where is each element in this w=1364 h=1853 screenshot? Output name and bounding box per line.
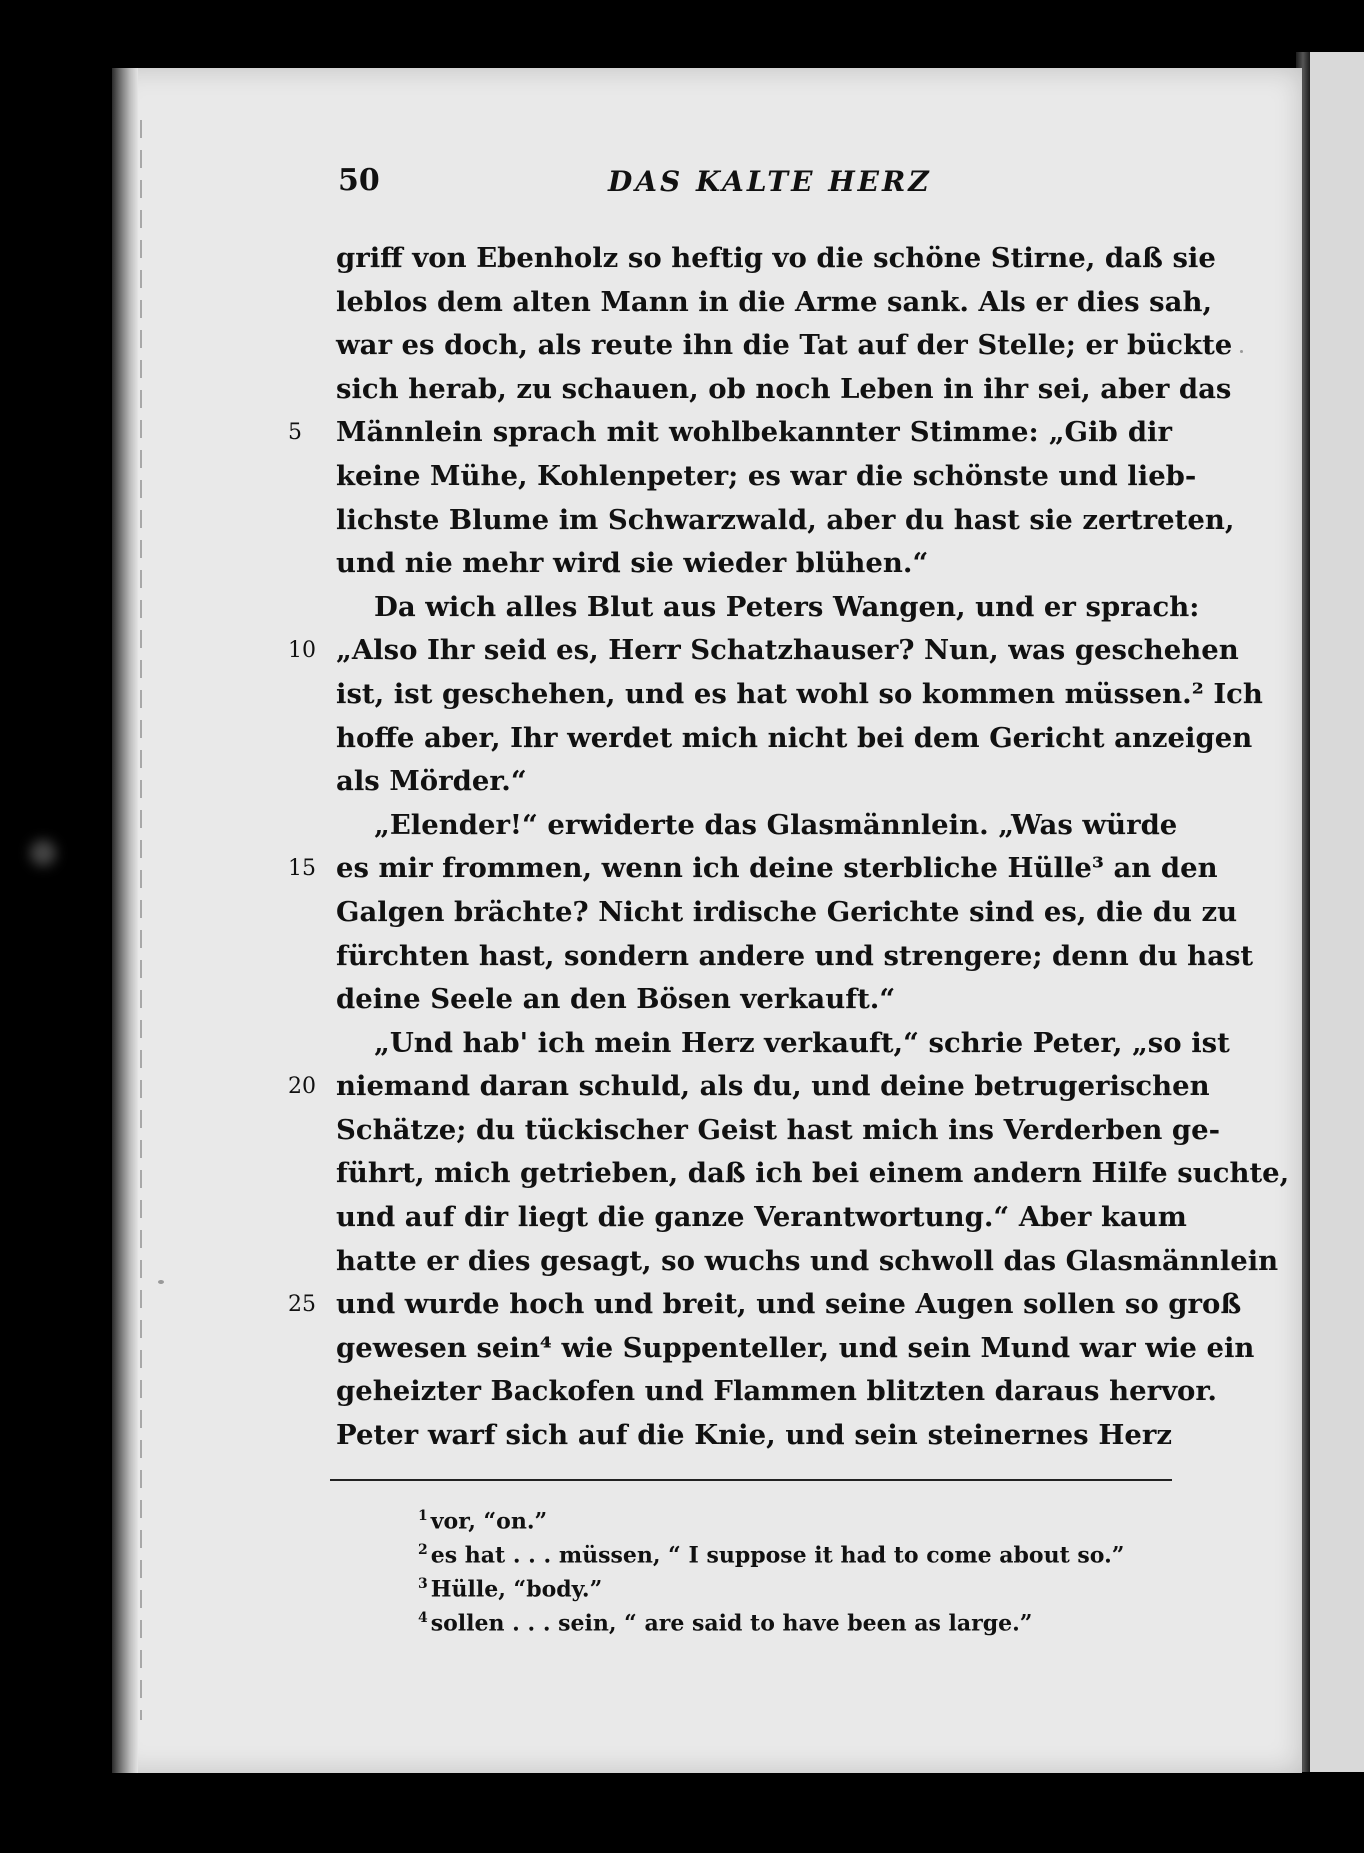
line-text: „Also Ihr seid es, Herr Schatzhauser? Nun, was geschehen <box>336 634 1239 667</box>
text-line <box>336 237 1216 281</box>
text-line <box>336 1152 1290 1196</box>
text-line <box>336 1022 1230 1066</box>
text-line <box>336 935 1254 979</box>
text-line <box>336 760 1172 804</box>
text-line <box>336 586 1200 630</box>
page-binding-shadow <box>112 68 138 1773</box>
footnote-mark: 3 <box>418 1576 428 1592</box>
scan-speck <box>30 840 56 866</box>
scan-speck <box>1240 350 1243 353</box>
footnote-text: vor, “on.” <box>430 1508 548 1535</box>
text-line <box>336 281 1213 325</box>
facing-page-edge <box>1308 52 1364 1772</box>
text-line <box>336 324 1233 368</box>
line-text: es mir frommen, wenn ich deine sterbliche Hülle³ an den <box>336 852 1218 885</box>
text-line <box>336 1109 1221 1153</box>
line-text: „Elender!“ erwiderte das Glasmännlein. „Was würde <box>374 808 1178 841</box>
line-text: als Mörder.“ <box>336 765 527 798</box>
line-text: niemand daran schuld, als du, und deine betrugerischen <box>336 1070 1210 1103</box>
line-text: „Und hab' ich mein Herz verkauft,“ schrie Peter, „so ist <box>374 1026 1230 1059</box>
text-line <box>336 1414 1172 1458</box>
line-text: lichste Blume im Schwarzwald, aber du hast sie zertreten, <box>336 503 1235 536</box>
line-text: führt, mich getrieben, daß ich bei einem andern Hilfe suchte, <box>336 1157 1290 1190</box>
text-line <box>288 411 1172 455</box>
text-line <box>336 542 1172 586</box>
text-line <box>288 847 1218 891</box>
footnote-rule <box>330 1479 1172 1481</box>
line-text: deine Seele an den Bösen verkauft.“ <box>336 983 896 1016</box>
line-text: Peter warf sich auf die Knie, und sein steinernes Herz <box>336 1419 1172 1452</box>
text-line <box>336 1240 1279 1284</box>
line-text: fürchten hast, sondern andere und strengere; denn du hast <box>336 939 1254 972</box>
line-text: Da wich alles Blut aus Peters Wangen, und er sprach: <box>374 590 1200 623</box>
line-text: ist, ist geschehen, und es hat wohl so kommen müssen.² Ich <box>336 677 1263 710</box>
footnote-text: sollen . . . sein, “ are said to have been as large.” <box>430 1610 1033 1637</box>
text-line <box>336 804 1178 848</box>
text-line <box>336 1370 1217 1414</box>
footnote <box>418 1601 1178 1635</box>
line-text: Schätze; du tückischer Geist hast mich ins Verderben ge- <box>336 1113 1221 1146</box>
footnote <box>418 1533 1178 1567</box>
line-number: 15 <box>288 856 316 882</box>
footnotes <box>418 1499 1178 1635</box>
text-line <box>336 1327 1255 1371</box>
line-text: hatte er dies gesagt, so wuchs und schwoll das Glasmännlein <box>336 1244 1279 1277</box>
text-line <box>336 1196 1187 1240</box>
line-text: Galgen brächte? Nicht irdische Gerichte sind es, die du zu <box>336 895 1238 928</box>
line-text: leblos dem alten Mann in die Arme sank. Als er dies sah, <box>336 285 1213 318</box>
footnote-text: es hat . . . müssen, “ I suppose it had to come about so.” <box>430 1542 1125 1569</box>
text-line <box>336 978 1172 1022</box>
text-line <box>336 455 1197 499</box>
line-text: sich herab, zu schauen, ob noch Leben in ihr sei, aber das <box>336 372 1232 405</box>
line-text: geheizter Backofen und Flammen blitzten daraus hervor. <box>336 1375 1217 1408</box>
text-line <box>336 499 1235 543</box>
footnote-text: Hülle, “body.” <box>430 1576 603 1603</box>
footnote-mark: 4 <box>418 1610 428 1626</box>
line-text: griff von Ebenholz so heftig vo die schöne Stirne, daß sie <box>336 242 1216 274</box>
footnote-mark: 1 <box>418 1508 428 1524</box>
text-line <box>288 629 1239 673</box>
text-line <box>336 673 1263 717</box>
footnote-mark: 2 <box>418 1542 428 1558</box>
line-text: war es doch, als reute ihn die Tat auf der Stelle; er bückte <box>336 329 1233 362</box>
line-number: 25 <box>288 1292 316 1318</box>
body-text <box>288 237 1290 1458</box>
line-text: keine Mühe, Kohlenpeter; es war die schönste und lieb- <box>336 459 1197 492</box>
line-text: gewesen sein⁴ wie Suppenteller, und sein Mund war wie ein <box>336 1331 1255 1364</box>
text-line <box>288 1065 1210 1109</box>
line-number: 10 <box>288 638 316 664</box>
scan-speck <box>158 1280 164 1284</box>
line-text: hoffe aber, Ihr werdet mich nicht bei dem Gericht anzeigen <box>336 721 1253 754</box>
line-number: 20 <box>288 1074 316 1100</box>
footnote <box>418 1567 1178 1601</box>
line-text: und auf dir liegt die ganze Verantwortung.“ Aber kaum <box>336 1201 1187 1234</box>
line-number: 5 <box>288 420 302 446</box>
page-header <box>338 163 1168 203</box>
line-text: Männlein sprach mit wohlbekannter Stimme: „Gib dir <box>336 416 1172 449</box>
running-title: DAS KALTE HERZ <box>608 165 932 198</box>
text-line <box>336 368 1232 412</box>
binding-stitching <box>140 120 142 1720</box>
line-text: und nie mehr wird sie wieder blühen.“ <box>336 547 929 580</box>
text-line <box>288 1283 1242 1327</box>
line-text: und wurde hoch und breit, und seine Augen sollen so groß <box>336 1288 1242 1321</box>
text-line <box>336 891 1238 935</box>
page-number: 50 <box>338 163 380 198</box>
text-line <box>336 717 1253 761</box>
footnote <box>418 1499 1178 1533</box>
